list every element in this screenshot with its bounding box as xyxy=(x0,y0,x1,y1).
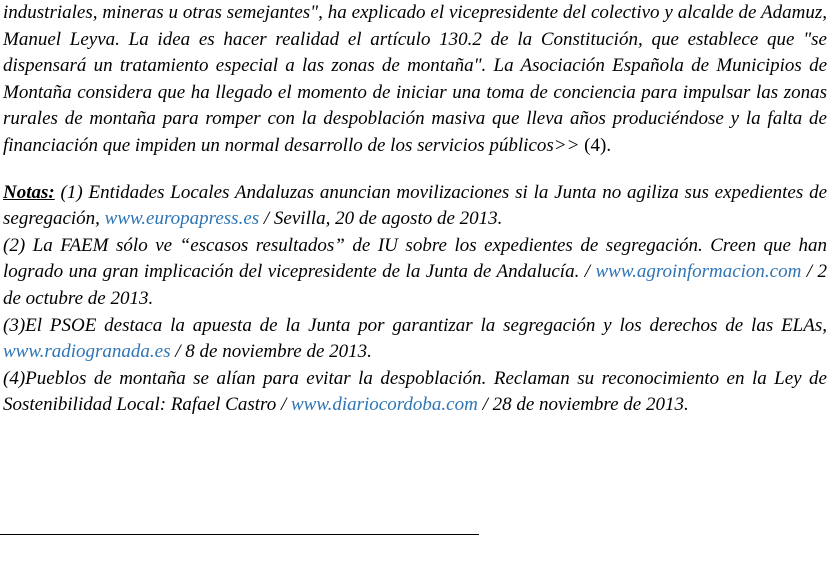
notes-label: Notas: xyxy=(3,181,55,203)
body-paragraph xyxy=(3,0,827,160)
body-paragraph-text: industriales, mineras u otras semejantes", ha explicado el vicepresidente del colectivo y alcalde de Adamuz, Manuel Leyva. La idea es hacer realidad el artículo 130.2 de la Constitución, que establece que "se dispensará un tratamiento especial a las zonas de montaña". La Asociación Española de Municipios de Montaña considera que ha llegado el momento de iniciar una toma de conciencia para impulsar las zonas rurales de montaña para romper con la despoblación masiva que lleva años produciéndose y la falta de financiación que impiden un normal desarrollo de los servicios públicos>> xyxy=(3,2,827,156)
note-4-link[interactable]: www.diariocordoba.com xyxy=(291,394,478,416)
note-4-after: / 28 de noviembre de 2013. xyxy=(482,394,689,416)
note-3-text: (3)El PSOE destaca la apuesta de la Junta por garantizar la segregación y los derechos de las ELAs, xyxy=(3,314,827,336)
notes-section xyxy=(3,180,827,419)
note-2 xyxy=(3,233,827,313)
note-3 xyxy=(3,313,827,366)
note-4-text: (4)Pueblos de montaña se alían para evitar la despoblación. Reclaman su reconocimiento en la Ley de Sostenibilidad Local: Rafael Castro / xyxy=(3,367,827,416)
note-2-after: / 2 de octubre de 2013. xyxy=(3,261,827,309)
note-3-link[interactable]: www.radiogranada.es xyxy=(3,341,171,363)
note-1-after: / Sevilla, 20 de agosto de 2013. xyxy=(263,208,503,230)
body-paragraph-ref: (4). xyxy=(584,134,612,156)
note-1 xyxy=(3,180,827,233)
document-page xyxy=(3,0,827,419)
note-2-text: (2) La FAEM sólo ve “escasos resultados” de IU sobre los expedientes de segregación. Creen que han logrado una gran implicación del vicepresidente de la Junta de Andalucía. / xyxy=(3,234,827,283)
note-1-link[interactable]: www.europapress.es xyxy=(104,208,260,230)
note-4 xyxy=(3,366,827,419)
footnote-separator xyxy=(0,534,479,535)
note-2-link[interactable]: www.agroinformacion.com xyxy=(595,261,802,283)
note-1-text: (1) Entidades Locales Andaluzas anuncian movilizaciones si la Junta no agiliza sus expedientes de segregación, xyxy=(3,181,827,230)
note-3-after: / 8 de noviembre de 2013. xyxy=(175,341,372,363)
